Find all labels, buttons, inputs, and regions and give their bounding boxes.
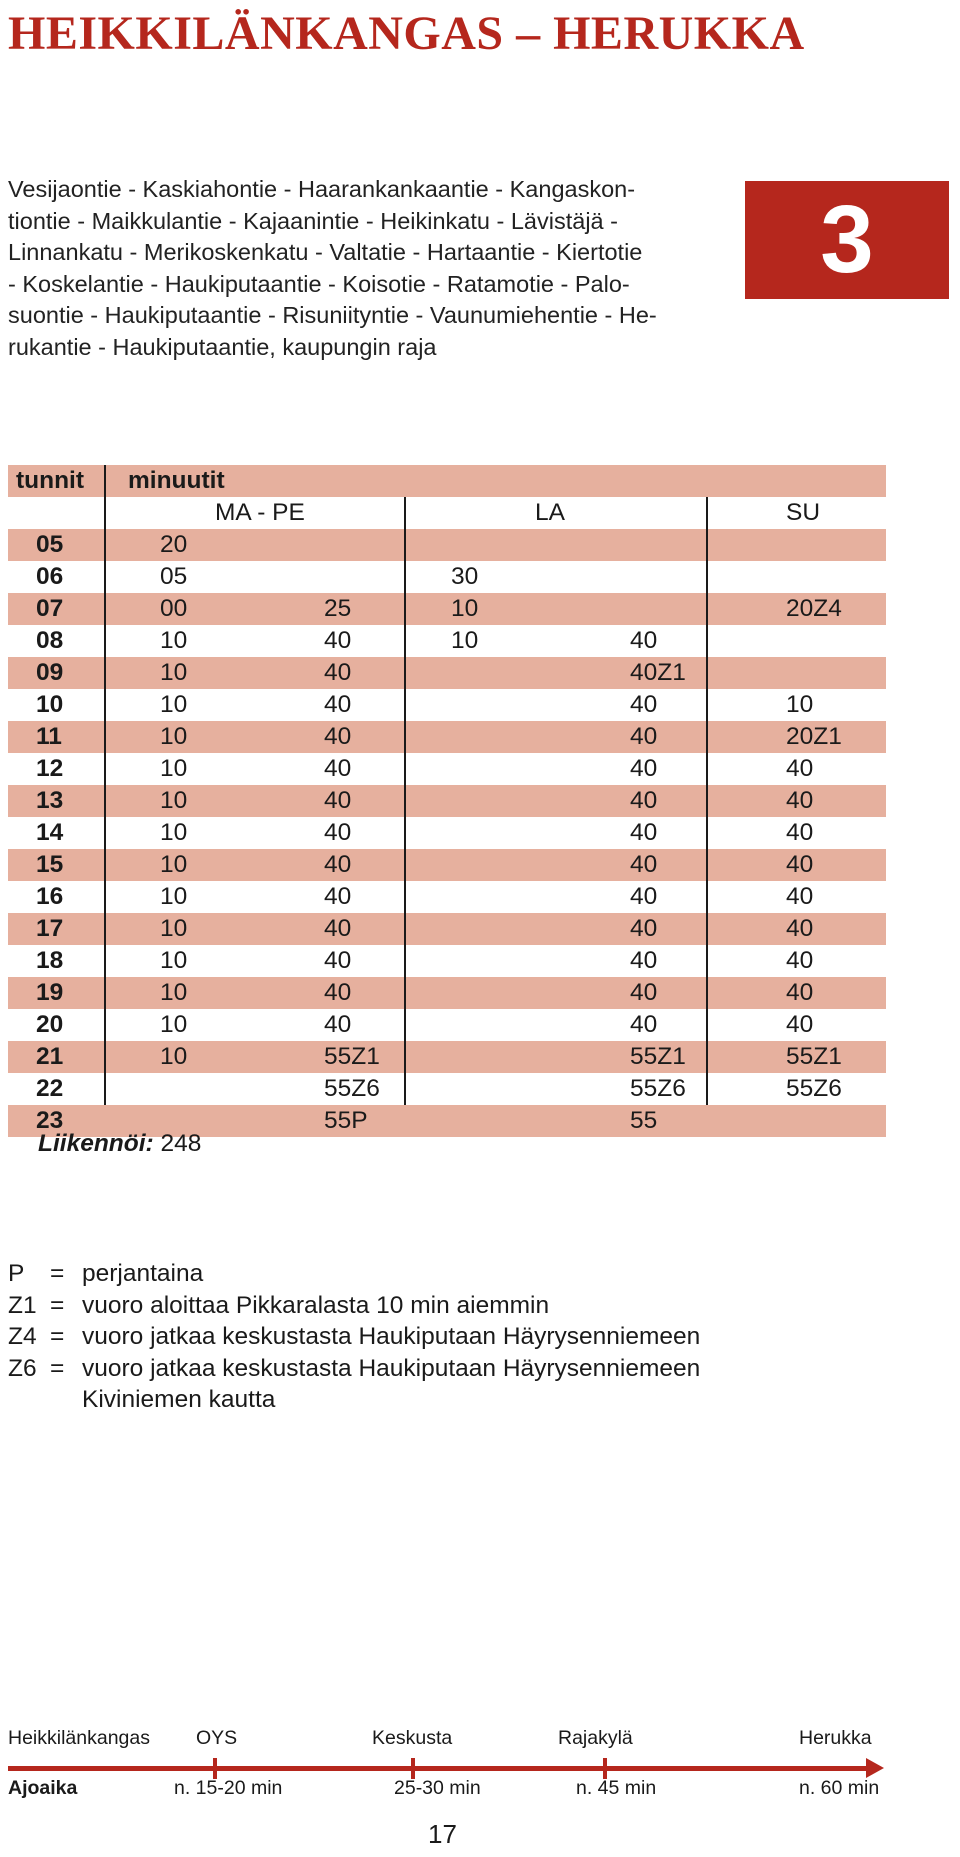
legend-code: Z6: [8, 1354, 37, 1382]
route-line: Linnankatu - Merikoskenkatu - Valtatie - Hartaantie - Kiertotie: [8, 239, 643, 265]
journey-times: [0, 1777, 960, 1807]
weekday-min-2: 40: [324, 947, 352, 974]
weekday-min-1: 10: [160, 627, 188, 654]
stop-tick: [603, 1758, 607, 1779]
sunday-min: 55Z1: [786, 1043, 842, 1070]
weekday-min-2: 55Z1: [324, 1043, 380, 1070]
stop-tick: [411, 1758, 415, 1779]
minutes-header: minuutit: [128, 467, 225, 494]
timetable-row: [8, 657, 886, 689]
hour-cell: 07: [36, 595, 64, 622]
stop-label: Rajakylä: [558, 1727, 633, 1749]
timetable-row: [8, 721, 886, 753]
sunday-min: 10: [786, 691, 814, 718]
stop-label: Heikkilänkangas: [8, 1727, 150, 1749]
legend-code: Z1: [8, 1291, 37, 1319]
weekday-min-2: 40: [324, 659, 352, 686]
sunday-min: 40: [786, 979, 814, 1006]
legend-code: P: [8, 1260, 25, 1287]
stop-label: Keskusta: [372, 1727, 453, 1749]
saturday-min-2: 40: [630, 723, 658, 750]
page-title: HEIKKILÄNKANGAS – HERUKKA: [8, 7, 805, 60]
hour-cell: 15: [36, 851, 64, 878]
legend-description: Kiviniemen kautta: [82, 1386, 276, 1413]
weekday-min-2: 25: [324, 595, 352, 622]
timetable-row: [8, 1009, 886, 1041]
sunday-min: 40: [786, 851, 814, 878]
day-header-row: [8, 497, 886, 529]
legend-row: [8, 1384, 768, 1416]
route-line: - Koskelantie - Haukiputaantie - Koisotie - Ratamotie - Palo-: [8, 270, 630, 297]
saturday-header: LA: [535, 499, 565, 526]
saturday-min-1: 10: [451, 627, 479, 654]
weekday-min-1: 00: [160, 595, 188, 622]
weekday-min-2: 40: [324, 723, 352, 750]
legend-description: vuoro aloittaa Pikkaralasta 10 min aiemmin: [82, 1291, 550, 1319]
route-line: suontie - Haukiputaantie - Risuniityntie - Vaunumiehentie - He-: [8, 302, 657, 328]
sunday-min: 40: [786, 915, 814, 942]
weekday-min-2: 55Z6: [324, 1075, 380, 1102]
saturday-min-2: 40Z1: [630, 659, 686, 686]
column-divider: [104, 465, 106, 1105]
route-line: rukantie - Haukiputaantie, kaupungin raja: [8, 333, 437, 360]
arrow-head-icon: [866, 1758, 884, 1778]
hour-cell: 21: [36, 1043, 64, 1070]
sunday-min: 40: [786, 787, 814, 814]
weekday-min-2: 40: [324, 819, 352, 846]
legend-description: vuoro jatkaa keskustasta Haukiputaan Häyrysenniemeen: [82, 1323, 701, 1350]
timetable-row: [8, 881, 886, 913]
weekday-min-1: 20: [160, 531, 188, 558]
weekday-min-2: 40: [324, 691, 352, 718]
weekday-min-1: 05: [160, 563, 188, 590]
legend-description: perjantaina: [82, 1260, 204, 1287]
saturday-min-2: 55Z6: [630, 1075, 686, 1102]
timetable-row: [8, 849, 886, 881]
weekday-min-2: 40: [324, 1011, 352, 1038]
timetable-row: [8, 529, 886, 561]
travel-time: n. 45 min: [576, 1777, 657, 1799]
journey-axis: [8, 1766, 870, 1771]
hour-cell: 11: [36, 723, 62, 750]
column-divider: [404, 497, 406, 1105]
legend-row: [8, 1321, 768, 1353]
sunday-min: 40: [786, 947, 814, 974]
timetable-body: [8, 529, 886, 1137]
hour-cell: 18: [36, 947, 64, 974]
hour-cell: 14: [36, 819, 64, 846]
weekday-min-1: 10: [160, 947, 188, 974]
weekday-min-2: 40: [324, 755, 352, 782]
hour-cell: 08: [36, 627, 64, 654]
travel-time: 25-30 min: [394, 1777, 481, 1799]
hour-cell: 16: [36, 883, 64, 910]
sunday-min: 20Z4: [786, 595, 842, 622]
weekday-min-2: 40: [324, 915, 352, 942]
timetable-row: [8, 625, 886, 657]
legend: [8, 1258, 768, 1416]
travel-time: n. 15-20 min: [174, 1777, 283, 1799]
saturday-min-2: 40: [630, 819, 658, 846]
saturday-min-2: 40: [630, 627, 658, 654]
sunday-min: 40: [786, 819, 814, 846]
timetable-row: [8, 817, 886, 849]
legend-equals: =: [50, 1260, 65, 1287]
legend-equals: =: [50, 1323, 65, 1350]
sunday-header: SU: [786, 499, 821, 526]
timetable-row: [8, 561, 886, 593]
weekday-min-2: 55P: [324, 1107, 368, 1134]
weekday-min-1: 10: [160, 883, 188, 910]
weekday-min-2: 40: [324, 883, 352, 910]
legend-row: [8, 1353, 768, 1385]
saturday-min-2: 40: [630, 691, 658, 718]
weekday-min-1: 10: [160, 819, 188, 846]
weekday-min-1: 10: [160, 851, 188, 878]
weekday-min-1: 10: [160, 979, 188, 1006]
sunday-min: 40: [786, 755, 814, 782]
hour-cell: 19: [36, 979, 64, 1006]
travel-time-label: Ajoaika: [8, 1777, 78, 1799]
timetable-row: [8, 977, 886, 1009]
travel-time: n. 60 min: [799, 1777, 880, 1799]
legend-description: vuoro jatkaa keskustasta Haukiputaan Häyrysenniemeen: [82, 1354, 701, 1382]
weekday-min-1: 10: [160, 723, 188, 750]
timetable-row: [8, 753, 886, 785]
saturday-min-1: 10: [451, 595, 479, 622]
timetable-row: [8, 593, 886, 625]
hour-cell: 17: [36, 915, 64, 942]
column-divider: [706, 497, 708, 1105]
saturday-min-2: 55: [630, 1107, 658, 1134]
weekday-min-1: 10: [160, 915, 188, 942]
route-number-badge: 3: [745, 181, 949, 299]
legend-row: [8, 1258, 768, 1290]
timetable-row: [8, 1073, 886, 1105]
legend-equals: =: [50, 1291, 65, 1319]
sunday-min: 40: [786, 1011, 814, 1038]
saturday-min-2: 40: [630, 979, 658, 1006]
saturday-min-2: 40: [630, 787, 658, 814]
hour-cell: 09: [36, 659, 64, 686]
stop-tick: [213, 1758, 217, 1779]
hour-cell: 13: [36, 787, 64, 814]
saturday-min-2: 40: [630, 883, 658, 910]
weekday-min-1: 10: [160, 691, 188, 718]
timetable-header-row: [8, 465, 886, 497]
weekday-min-1: 10: [160, 787, 188, 814]
weekday-min-2: 40: [324, 627, 352, 654]
hour-cell: 12: [36, 755, 64, 782]
weekday-min-1: 10: [160, 659, 188, 686]
weekday-min-2: 40: [324, 851, 352, 878]
route-line: tiontie - Maikkulantie - Kajaanintie - Heikinkatu - Lävistäjä -: [8, 207, 618, 234]
hours-header: tunnit: [16, 467, 85, 494]
stop-label: Herukka: [799, 1727, 872, 1749]
weekday-min-1: 10: [160, 755, 188, 782]
route-line: Vesijaontie - Kaskiahontie - Haarankankaantie - Kangaskon-: [8, 176, 636, 202]
saturday-min-2: 40: [630, 755, 658, 782]
timetable-row: [8, 913, 886, 945]
legend-row: [8, 1290, 768, 1322]
weekday-min-1: 10: [160, 1043, 188, 1070]
operator-value: 248: [160, 1130, 202, 1157]
weekday-min-1: 10: [160, 1011, 188, 1038]
hour-cell: 05: [36, 531, 64, 558]
timetable: [8, 465, 886, 1137]
stop-label: OYS: [196, 1727, 238, 1749]
journey-stops: [0, 1727, 960, 1757]
weekday-header: MA - PE: [215, 499, 305, 526]
saturday-min-2: 40: [630, 1011, 658, 1038]
sunday-min: 20Z1: [786, 723, 842, 750]
operator-note: [38, 1130, 201, 1158]
saturday-min-2: 40: [630, 947, 658, 974]
route-description: [8, 174, 720, 363]
page-number: 17: [428, 1819, 457, 1849]
hour-cell: 20: [36, 1011, 64, 1038]
operator-label: Liikennöi:: [38, 1130, 154, 1157]
timetable-row: [8, 689, 886, 721]
saturday-min-2: 40: [630, 915, 658, 942]
timetable-row: [8, 945, 886, 977]
timetable-row: [8, 785, 886, 817]
saturday-min-1: 30: [451, 563, 479, 590]
hour-cell: 22: [36, 1075, 64, 1102]
sunday-min: 55Z6: [786, 1075, 842, 1102]
hour-cell: 23: [36, 1107, 64, 1134]
saturday-min-2: 55Z1: [630, 1043, 686, 1070]
saturday-min-2: 40: [630, 851, 658, 878]
hour-cell: 06: [36, 563, 64, 590]
weekday-min-2: 40: [324, 787, 352, 814]
timetable-row: [8, 1041, 886, 1073]
sunday-min: 40: [786, 883, 814, 910]
weekday-min-2: 40: [324, 979, 352, 1006]
legend-code: Z4: [8, 1323, 37, 1350]
hour-cell: 10: [36, 691, 64, 718]
legend-equals: =: [50, 1354, 65, 1382]
